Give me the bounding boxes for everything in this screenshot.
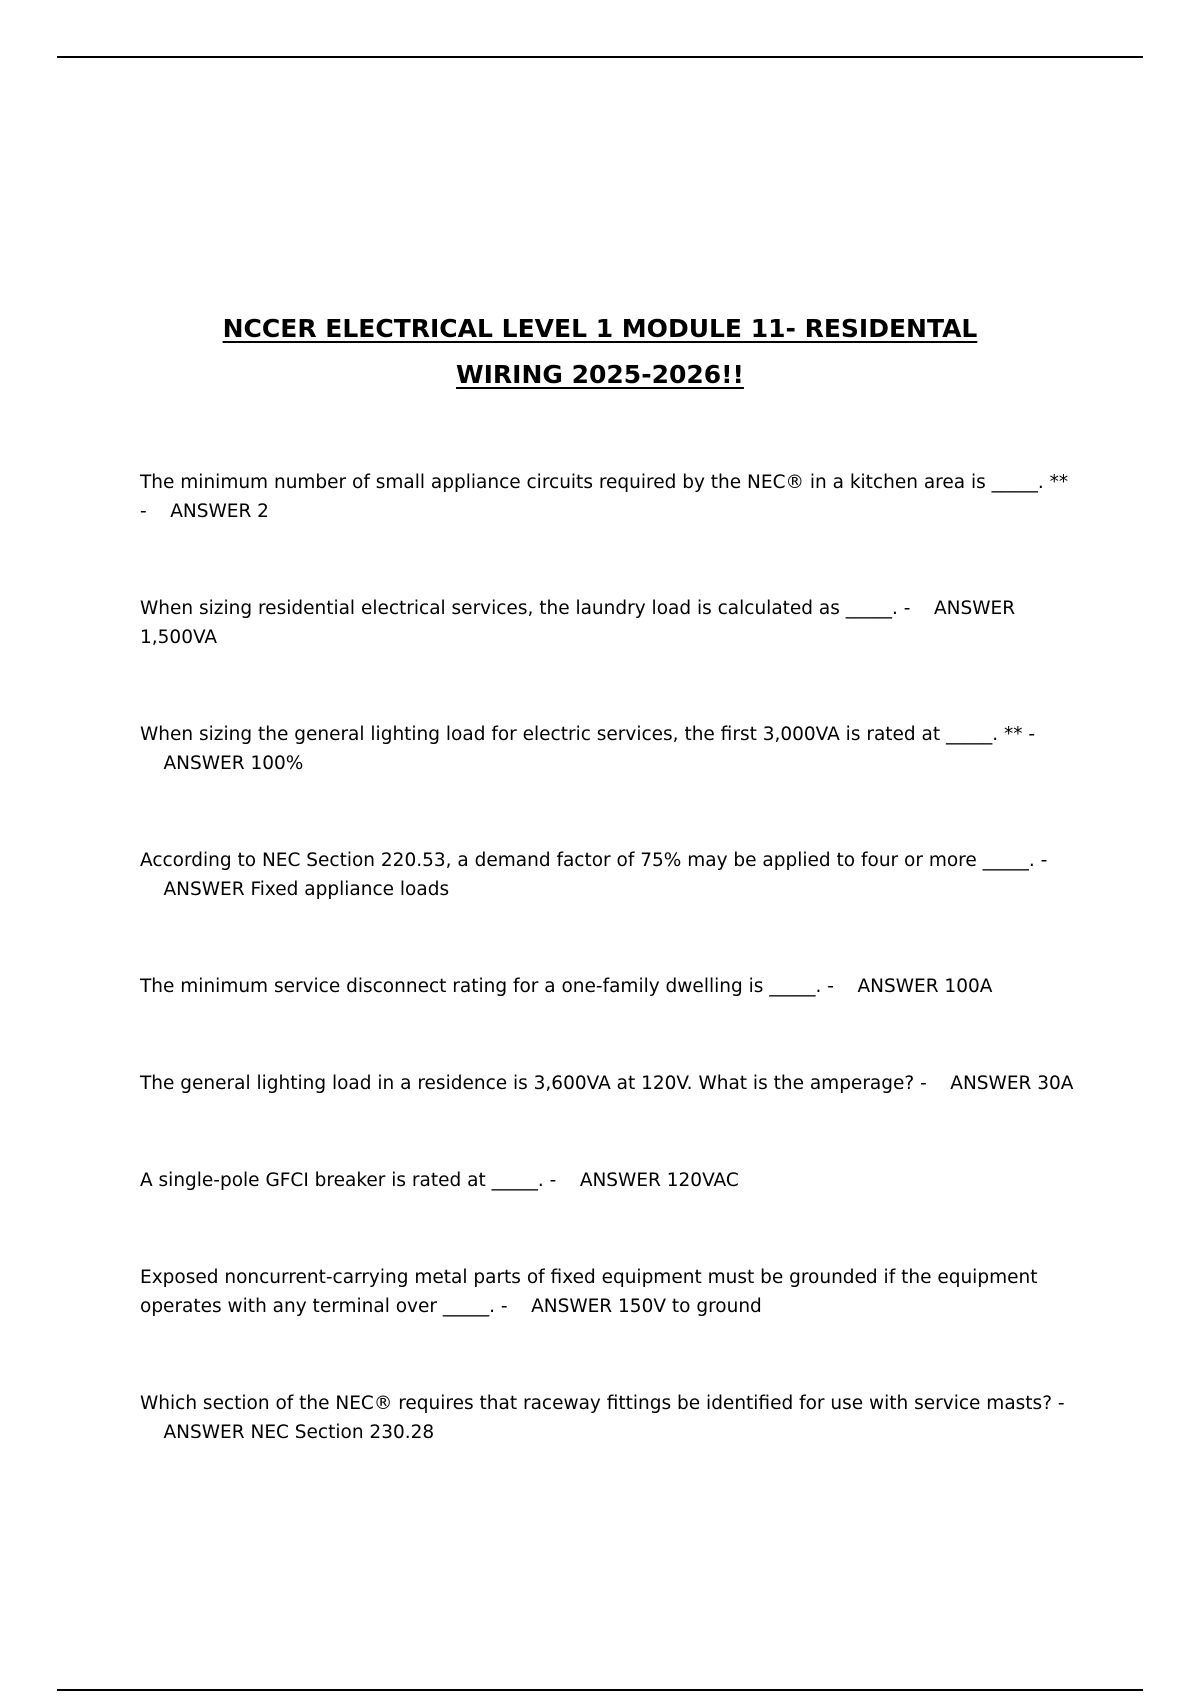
qa-item	[140, 1069, 1080, 1098]
question-text: Which section of the NEC® requires that raceway fittings be identified for use with service masts? -	[140, 1393, 1065, 1414]
answer-text: ANSWER 120VAC	[579, 1170, 739, 1191]
qa-item	[140, 972, 1080, 1001]
question-text: The minimum service disconnect rating for a one-family dwelling is _____. -	[140, 976, 834, 997]
document-title	[150, 306, 1050, 398]
qa-item	[140, 1389, 1080, 1447]
qa-item	[140, 720, 1080, 778]
answer-text: ANSWER 30A	[950, 1073, 1074, 1094]
qa-item	[140, 846, 1080, 904]
answer-text: ANSWER NEC Section 230.28	[163, 1422, 435, 1443]
qa-item	[140, 468, 1080, 526]
question-text: When sizing the general lighting load for electric services, the first 3,000VA is rated at _____. ** -	[140, 724, 1036, 745]
answer-text: ANSWER 1,500VA	[140, 598, 1016, 648]
answer-text: ANSWER 100A	[857, 976, 993, 997]
answer-text: ANSWER 100%	[163, 753, 304, 774]
title-line-1: NCCER ELECTRICAL LEVEL 1 MODULE 11- RESIDENTAL	[222, 314, 978, 343]
bottom-divider	[57, 1689, 1143, 1691]
top-divider	[57, 56, 1143, 58]
question-text: When sizing residential electrical services, the laundry load is calculated as _____. -	[140, 598, 911, 619]
question-text: According to NEC Section 220.53, a demand factor of 75% may be applied to four or more _____. -	[140, 850, 1048, 871]
qa-item	[140, 1166, 1080, 1195]
question-text: The general lighting load in a residence is 3,600VA at 120V. What is the amperage? -	[140, 1073, 927, 1094]
qa-list	[140, 468, 1080, 1515]
title-line-2: WIRING 2025-2026!!	[456, 360, 744, 389]
answer-text: ANSWER 2	[170, 501, 269, 522]
question-text: The minimum number of small appliance circuits required by the NEC® in a kitchen area is _____. ** -	[140, 472, 1069, 522]
answer-text: ANSWER 150V to ground	[531, 1296, 762, 1317]
question-text: Exposed noncurrent-carrying metal parts of fixed equipment must be grounded if the equipment operates with any terminal over _____. -	[140, 1267, 1038, 1317]
qa-item	[140, 1263, 1080, 1321]
qa-item	[140, 594, 1080, 652]
question-text: A single-pole GFCI breaker is rated at _____. -	[140, 1170, 557, 1191]
answer-text: ANSWER Fixed appliance loads	[163, 879, 450, 900]
